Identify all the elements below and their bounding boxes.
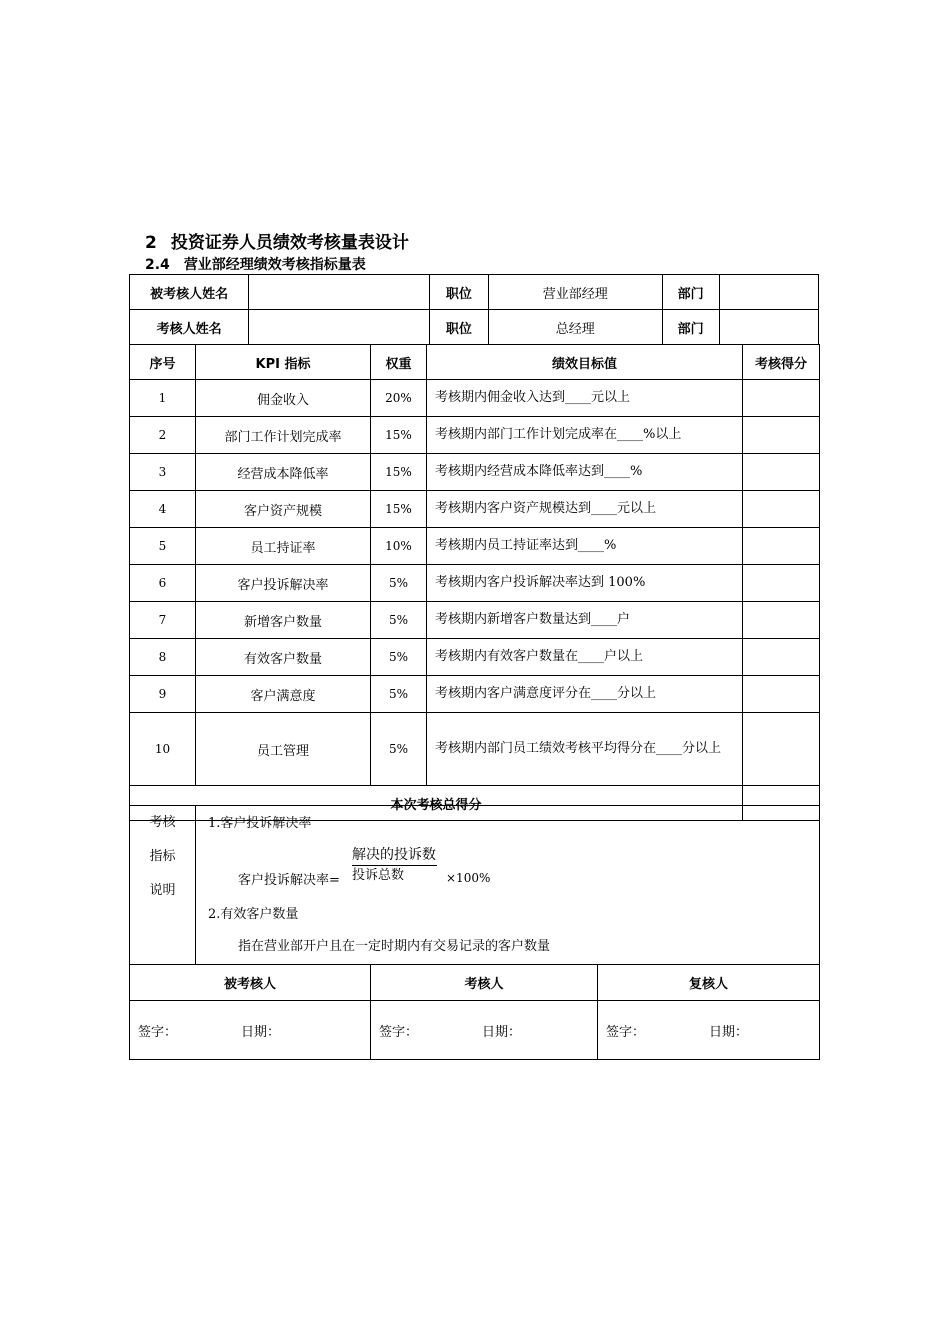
kpi-weight: 5% bbox=[371, 565, 427, 602]
date-label: 日期： bbox=[709, 1024, 749, 1040]
kpi-target: 考核期内员工持证率达到____% bbox=[427, 528, 743, 565]
evaluator-dept-label: 部门 bbox=[662, 310, 719, 345]
kpi-header-row bbox=[130, 345, 820, 380]
signature-row bbox=[130, 1001, 820, 1060]
explanation-item2-title: 2.有效客户数量 bbox=[208, 907, 299, 922]
kpi-score-cell[interactable] bbox=[743, 491, 820, 528]
section-number: 2 bbox=[145, 233, 157, 253]
kpi-weight: 5% bbox=[371, 639, 427, 676]
formula-denominator: 投诉总数 bbox=[352, 868, 405, 883]
kpi-seq: 8 bbox=[130, 639, 196, 676]
explanation-label-line: 指标 bbox=[149, 849, 176, 864]
kpi-name: 佣金收入 bbox=[196, 380, 371, 417]
kpi-weight: 5% bbox=[371, 676, 427, 713]
kpi-weight: 10% bbox=[371, 528, 427, 565]
reviewer-signature-header: 复核人 bbox=[598, 965, 820, 1001]
evaluatee-position-label: 职位 bbox=[429, 275, 488, 310]
kpi-score-cell[interactable] bbox=[743, 676, 820, 713]
evaluator-dept-field[interactable] bbox=[719, 310, 818, 345]
kpi-name: 新增客户数量 bbox=[196, 602, 371, 639]
subsection-heading bbox=[145, 254, 366, 274]
explanation-label-line: 说明 bbox=[149, 883, 176, 898]
col-kpi-header: KPI 指标 bbox=[196, 345, 371, 380]
kpi-name: 客户投诉解决率 bbox=[196, 565, 371, 602]
kpi-name: 客户资产规模 bbox=[196, 491, 371, 528]
kpi-target: 考核期内有效客户数量在____户以上 bbox=[427, 639, 743, 676]
kpi-target: 考核期内部门工作计划完成率在____%以上 bbox=[427, 417, 743, 454]
kpi-target: 考核期内客户投诉解决率达到 100% bbox=[427, 565, 743, 602]
reviewer-signature-cell[interactable] bbox=[598, 1001, 820, 1060]
kpi-target: 考核期内部门员工绩效考核平均得分在____分以上 bbox=[427, 713, 743, 786]
kpi-target: 考核期内客户满意度评分在____分以上 bbox=[427, 676, 743, 713]
kpi-seq: 7 bbox=[130, 602, 196, 639]
evaluator-signature-header: 考核人 bbox=[371, 965, 598, 1001]
kpi-weight: 5% bbox=[371, 713, 427, 786]
table-row bbox=[130, 380, 820, 417]
explanation-item2-desc: 指在营业部开户且在一定时期内有交易记录的客户数量 bbox=[238, 939, 551, 954]
info-table bbox=[129, 274, 819, 345]
kpi-name: 员工管理 bbox=[196, 713, 371, 786]
kpi-name: 有效客户数量 bbox=[196, 639, 371, 676]
explanation-row bbox=[130, 806, 820, 965]
table-row bbox=[130, 602, 820, 639]
subsection-number: 2.4 bbox=[145, 257, 170, 273]
table-row bbox=[130, 528, 820, 565]
table-row bbox=[130, 417, 820, 454]
explanation-item1-title: 1.客户投诉解决率 bbox=[208, 816, 312, 831]
kpi-score-cell[interactable] bbox=[743, 713, 820, 786]
kpi-weight: 5% bbox=[371, 602, 427, 639]
kpi-target: 考核期内经营成本降低率达到____% bbox=[427, 454, 743, 491]
kpi-score-cell[interactable] bbox=[743, 639, 820, 676]
evaluatee-position-value: 营业部经理 bbox=[489, 275, 663, 310]
col-seq-header: 序号 bbox=[130, 345, 196, 380]
explanation-label bbox=[130, 806, 196, 965]
kpi-score-cell[interactable] bbox=[743, 565, 820, 602]
formula-multiplier: ×100% bbox=[446, 871, 491, 885]
section-title: 投资证券人员绩效考核量表设计 bbox=[170, 233, 409, 253]
explanation-label-line: 考核 bbox=[149, 815, 176, 830]
kpi-seq: 5 bbox=[130, 528, 196, 565]
subsection-title: 营业部经理绩效考核指标量表 bbox=[183, 257, 366, 273]
formula-lhs: 客户投诉解决率= bbox=[238, 873, 340, 888]
sign-label: 签字： bbox=[138, 1024, 178, 1040]
table-row bbox=[130, 454, 820, 491]
kpi-score-cell[interactable] bbox=[743, 454, 820, 491]
table-row bbox=[130, 676, 820, 713]
table-row bbox=[130, 713, 820, 786]
table-row bbox=[130, 639, 820, 676]
date-label: 日期： bbox=[482, 1024, 522, 1040]
evaluatee-dept-field[interactable] bbox=[719, 275, 818, 310]
col-weight-header: 权重 bbox=[371, 345, 427, 380]
col-score-header: 考核得分 bbox=[743, 345, 820, 380]
kpi-target: 考核期内客户资产规模达到____元以上 bbox=[427, 491, 743, 528]
evaluator-signature-cell[interactable] bbox=[371, 1001, 598, 1060]
sign-label: 签字： bbox=[379, 1024, 419, 1040]
kpi-seq: 4 bbox=[130, 491, 196, 528]
kpi-name: 部门工作计划完成率 bbox=[196, 417, 371, 454]
explanation-content bbox=[196, 806, 820, 965]
evaluatee-dept-label: 部门 bbox=[662, 275, 719, 310]
evaluatee-name-field[interactable] bbox=[249, 275, 430, 310]
evaluator-position-label: 职位 bbox=[429, 310, 488, 345]
total-score-label: 本次考核总得分 bbox=[130, 786, 743, 821]
kpi-score-cell[interactable] bbox=[743, 602, 820, 639]
evaluator-name-field[interactable] bbox=[249, 310, 430, 345]
section-heading bbox=[145, 228, 409, 253]
kpi-name: 客户满意度 bbox=[196, 676, 371, 713]
signature-header-row bbox=[130, 965, 820, 1001]
kpi-weight: 15% bbox=[371, 491, 427, 528]
col-target-header: 绩效目标值 bbox=[427, 345, 743, 380]
table-row bbox=[130, 565, 820, 602]
kpi-seq: 2 bbox=[130, 417, 196, 454]
explanation-table bbox=[129, 805, 820, 965]
evaluator-name-label: 考核人姓名 bbox=[130, 310, 249, 345]
formula-numerator: 解决的投诉数 bbox=[352, 844, 437, 866]
evaluatee-name-label: 被考核人姓名 bbox=[130, 275, 249, 310]
kpi-seq: 10 bbox=[130, 713, 196, 786]
kpi-seq: 6 bbox=[130, 565, 196, 602]
kpi-name: 经营成本降低率 bbox=[196, 454, 371, 491]
evaluatee-signature-header: 被考核人 bbox=[130, 965, 371, 1001]
evaluator-row bbox=[130, 310, 819, 345]
kpi-score-cell[interactable] bbox=[743, 417, 820, 454]
evaluatee-row bbox=[130, 275, 819, 310]
kpi-weight: 15% bbox=[371, 454, 427, 491]
date-label: 日期： bbox=[241, 1024, 281, 1040]
kpi-score-cell[interactable] bbox=[743, 528, 820, 565]
kpi-target: 考核期内佣金收入达到____元以上 bbox=[427, 380, 743, 417]
table-row bbox=[130, 491, 820, 528]
kpi-seq: 3 bbox=[130, 454, 196, 491]
kpi-weight: 20% bbox=[371, 380, 427, 417]
kpi-score-cell[interactable] bbox=[743, 380, 820, 417]
kpi-name: 员工持证率 bbox=[196, 528, 371, 565]
kpi-seq: 1 bbox=[130, 380, 196, 417]
kpi-weight: 15% bbox=[371, 417, 427, 454]
kpi-target: 考核期内新增客户数量达到____户 bbox=[427, 602, 743, 639]
kpi-table bbox=[129, 344, 820, 821]
evaluator-position-value: 总经理 bbox=[489, 310, 663, 345]
kpi-seq: 9 bbox=[130, 676, 196, 713]
signature-table bbox=[129, 964, 820, 1060]
evaluatee-signature-cell[interactable] bbox=[130, 1001, 371, 1060]
sign-label: 签字： bbox=[606, 1024, 646, 1040]
